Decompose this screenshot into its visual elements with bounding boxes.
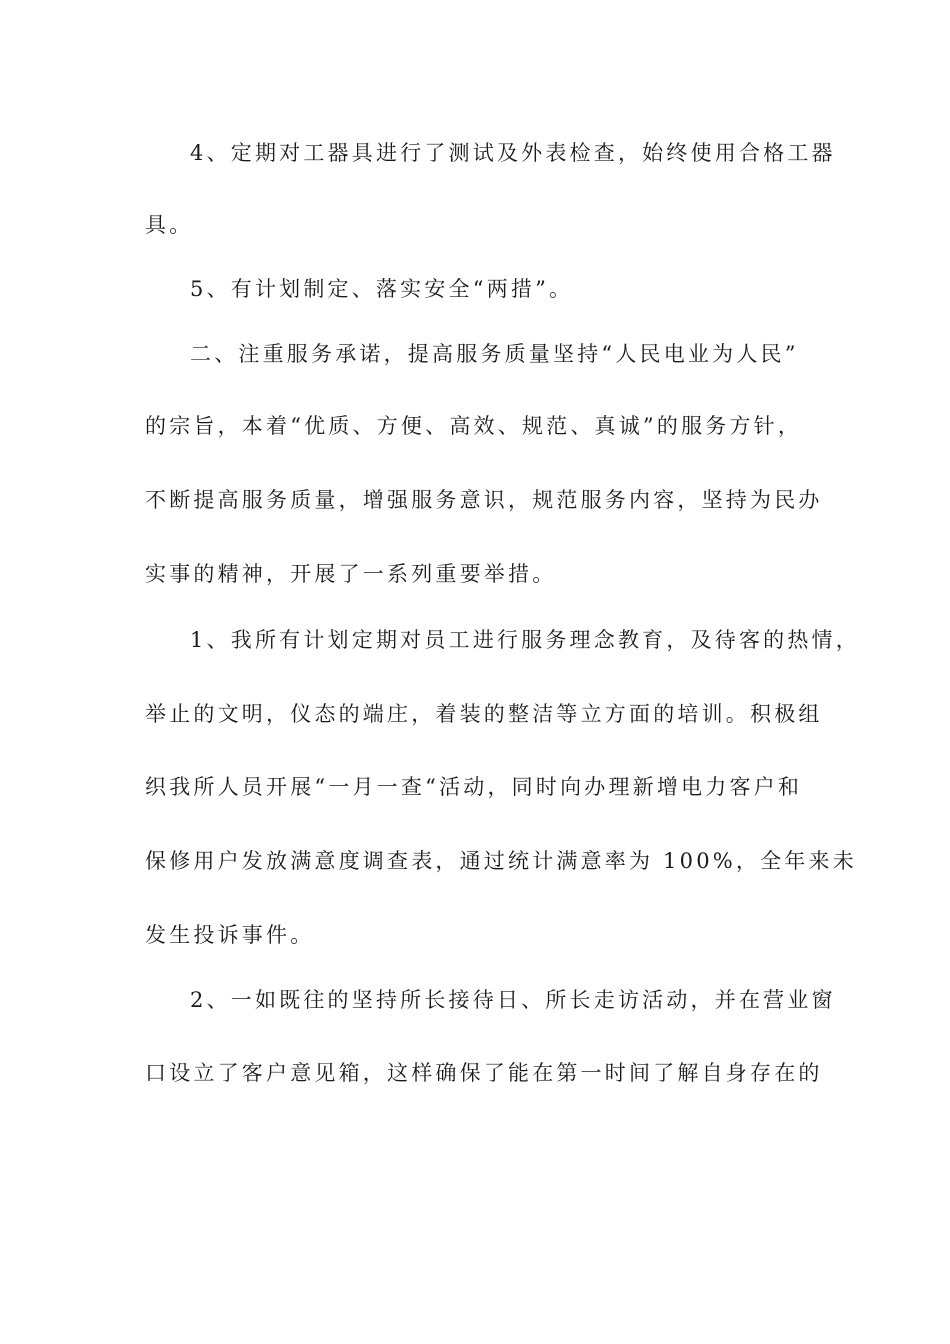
paragraph-line: 举止的文明，仪态的端庄，着装的整洁等立方面的培训。积极组 [145, 702, 823, 726]
paragraph-line: 保修用户发放满意度调查表，通过统计满意率为 100%，全年来未 [145, 849, 857, 873]
paragraph-line: 二、注重服务承诺，提高服务质量坚持“人民电业为人民” [190, 342, 799, 366]
paragraph-line: 4、定期对工器具进行了测试及外表检查，始终使用合格工器 [190, 141, 836, 165]
paragraph-line: 的宗旨，本着“优质、方便、高效、规范、真诚”的服务方针， [145, 414, 803, 438]
paragraph-line: 实事的精神，开展了一系列重要举措。 [145, 562, 557, 586]
paragraph-line: 1、我所有计划定期对员工进行服务理念教育，及待客的热情， [190, 628, 860, 652]
paragraph-line: 5、有计划制定、落实安全“两措”。 [190, 277, 574, 301]
paragraph-line: 口设立了客户意见箱，这样确保了能在第一时间了解自身存在的 [145, 1061, 823, 1085]
paragraph-line: 发生投诉事件。 [145, 923, 315, 947]
paragraph-line: 不断提高服务质量，增强服务意识，规范服务内容，坚持为民办 [145, 488, 823, 512]
paragraph-line: 具。 [145, 213, 194, 237]
paragraph-line: 织我所人员开展“一月一查“活动，同时向办理新增电力客户和 [145, 775, 803, 799]
paragraph-line: 2、一如既往的坚持所长接待日、所长走访活动，并在营业窗 [190, 988, 836, 1012]
